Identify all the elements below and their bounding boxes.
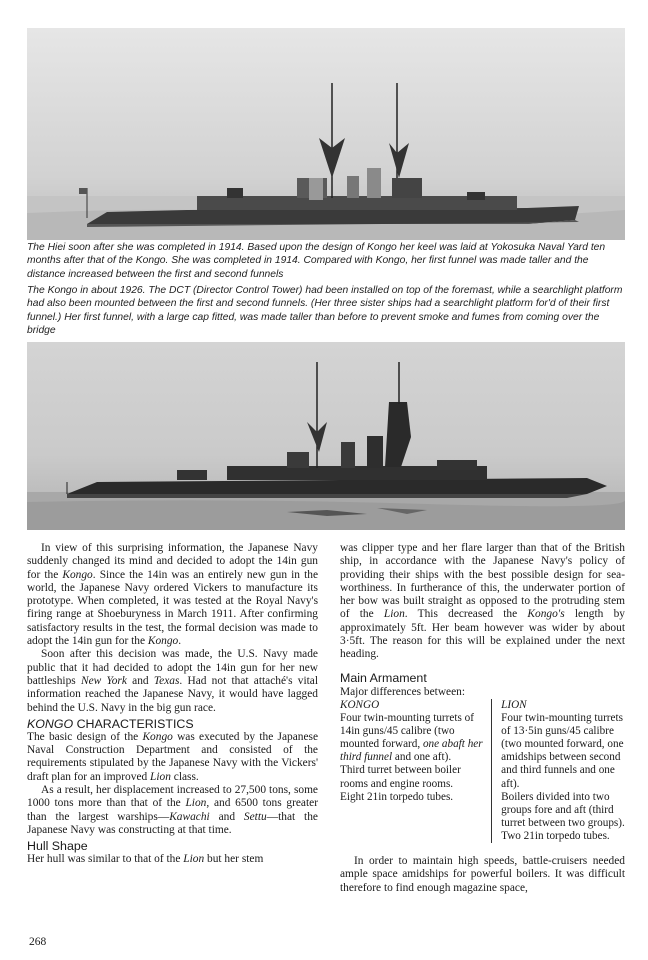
paragraph: [340, 542, 625, 662]
hiei-photo: [27, 28, 625, 240]
comparison-item: [340, 712, 485, 764]
page-number: 268: [29, 936, 47, 948]
kongo-caption: The Kongo in about 1926. The DCT (Director Control Tower) had been installed on top of the foremast, while a searchlight platform had also been mounted between the first and second funnels. (Her three sister ships had a searchlight platform for'd of their first funnel.) Her first funnel, with a large cap fitted, was made taller than before to prevent smoke and fumes from coming over the bridge: [27, 285, 623, 337]
ship-name: Kongo's: [527, 608, 565, 621]
text-run: and: [126, 674, 154, 687]
section-heading-main-armament: Main Armament: [340, 670, 427, 685]
text-run: , and 6500 tons greater than the largest warships—: [27, 797, 319, 823]
text-run: but her stem: [204, 853, 264, 866]
ship-name: Lion: [183, 853, 205, 866]
text-run: . Since the 14in was an entirely new gun in the world, the Japanese Navy ordered Vickers to manufacture its prototype. When completed, it was tested at the Royal Navy's firing range at Shoeburyness in March 1911. After confirming satisfactory results in the test, the formal decision was made to adopt the 14in gun for the: [27, 568, 318, 648]
text-run: was clipper type and her flare larger than that of the British ship, in accordance with the Japanese Navy's policy of providing their ships with the best possible design for sea-worthiness. In furtherance of this, the underwater portion of her bow was built straight as opposed to the protruding stem of the: [340, 542, 625, 621]
ship-name: Lion: [185, 797, 207, 810]
text-run: and one aft).: [392, 751, 452, 764]
comparison-lion: [491, 699, 625, 843]
ship-name: Kongo: [62, 568, 93, 581]
text-run: length by approximately 5ft. Her beam however was wider by about 3·5ft. The reason for this will be explained under the next heading.: [340, 608, 625, 661]
text-run: Four twin-mounting turrets of 14in guns/45 calibre (two mounted forward,: [340, 712, 474, 751]
section-heading-hull-shape: Hull Shape: [27, 839, 88, 854]
ship-name: Kongo: [142, 730, 173, 743]
comparison-intro: Major differences between:: [340, 685, 466, 698]
heading-text: CHARACTERISTICS: [73, 716, 194, 731]
hiei-caption: The Hiei soon after she was completed in 1914. Based upon the design of Kongo her keel was laid at Yokosuka Naval Yard ten months after that of the Kongo. She was completed in 1914. Compared with Kongo, her first funnel was made taller and the distance increased between the first and second funnels: [27, 242, 606, 280]
comparison-table: [340, 699, 625, 843]
heading-italic: KONGO: [27, 716, 74, 731]
ship-name: Lion: [150, 770, 171, 783]
paragraph: In order to maintain high speeds, battle-cruisers needed ample space amidships for powerful boilers. It was difficult therefore to find enough magazine space,: [340, 855, 625, 894]
paragraph: [27, 853, 318, 866]
battlecruiser-hiei-photo-icon: [27, 28, 625, 240]
ship-name: Texas: [153, 674, 180, 687]
right-column: [340, 542, 625, 895]
ship-name: Lion: [383, 608, 405, 621]
text-run: As a result, her displacement increased to 27,500 tons, some 1000 tons more than that of the: [27, 784, 318, 810]
comparison-item: Boilers divided into two groups fore and aft (third turret between two groups).: [501, 790, 625, 829]
battlecruiser-kongo-photo-icon: [27, 342, 625, 530]
section-heading-characteristics: [27, 717, 318, 731]
text-run: In view of this surprising information, the Japanese Navy suddenly changed its mind and decided to adopt the 14in gun for the: [27, 542, 318, 581]
text-run: .: [178, 635, 182, 648]
paragraph: [27, 784, 318, 837]
ship-name: New York: [80, 674, 127, 687]
comparison-item: Two 21in torpedo tubes.: [501, 829, 610, 842]
left-column: [27, 542, 318, 867]
text-run: . Had not that attaché's vital information reached the Japanese Navy, it would have lagged behind the U.S. Navy in the big gun race.: [27, 674, 318, 714]
text-run: . This decreased the: [404, 608, 528, 621]
comparison-item: Four twin-mounting turrets of 13·5in guns/45 calibre (two mounted forward, one amidships between second and third funnels and one aft).: [501, 712, 624, 790]
text-run: Her hull was similar to that of the: [27, 853, 184, 866]
text-run: class.: [170, 770, 199, 783]
paragraph: [27, 542, 318, 648]
text-run: —that the Japanese Navy was constructing at that time.: [27, 810, 318, 836]
comparison-kongo: [340, 699, 491, 843]
comparison-item: Eight 21in torpedo tubes.: [340, 790, 454, 803]
ship-name: Kongo: [147, 635, 179, 648]
paragraph: [27, 731, 318, 784]
comparison-item: Third turret between boiler rooms and engine rooms.: [340, 764, 461, 790]
comparison-head-kongo: KONGO: [340, 698, 380, 711]
ship-name: Settu: [243, 810, 267, 823]
ship-name: Kawachi: [169, 810, 210, 823]
text-run: Soon after this decision was made, the U.S. Navy made public that it had decided to adopt the 14in gun for her new battleships: [27, 648, 318, 687]
text-run: The basic design of the: [27, 730, 143, 743]
text-run: and: [209, 810, 244, 823]
text-run: was executed by the Japanese Naval Construction Department and consisted of the requirements stipulated by the Japanese Navy with the Vickers' draft plan for an improved: [27, 730, 319, 783]
paragraph: [27, 648, 318, 714]
text-italic: one abaft her third funnel: [340, 738, 483, 764]
kongo-photo: [27, 342, 625, 530]
comparison-head-lion: LION: [501, 698, 527, 711]
